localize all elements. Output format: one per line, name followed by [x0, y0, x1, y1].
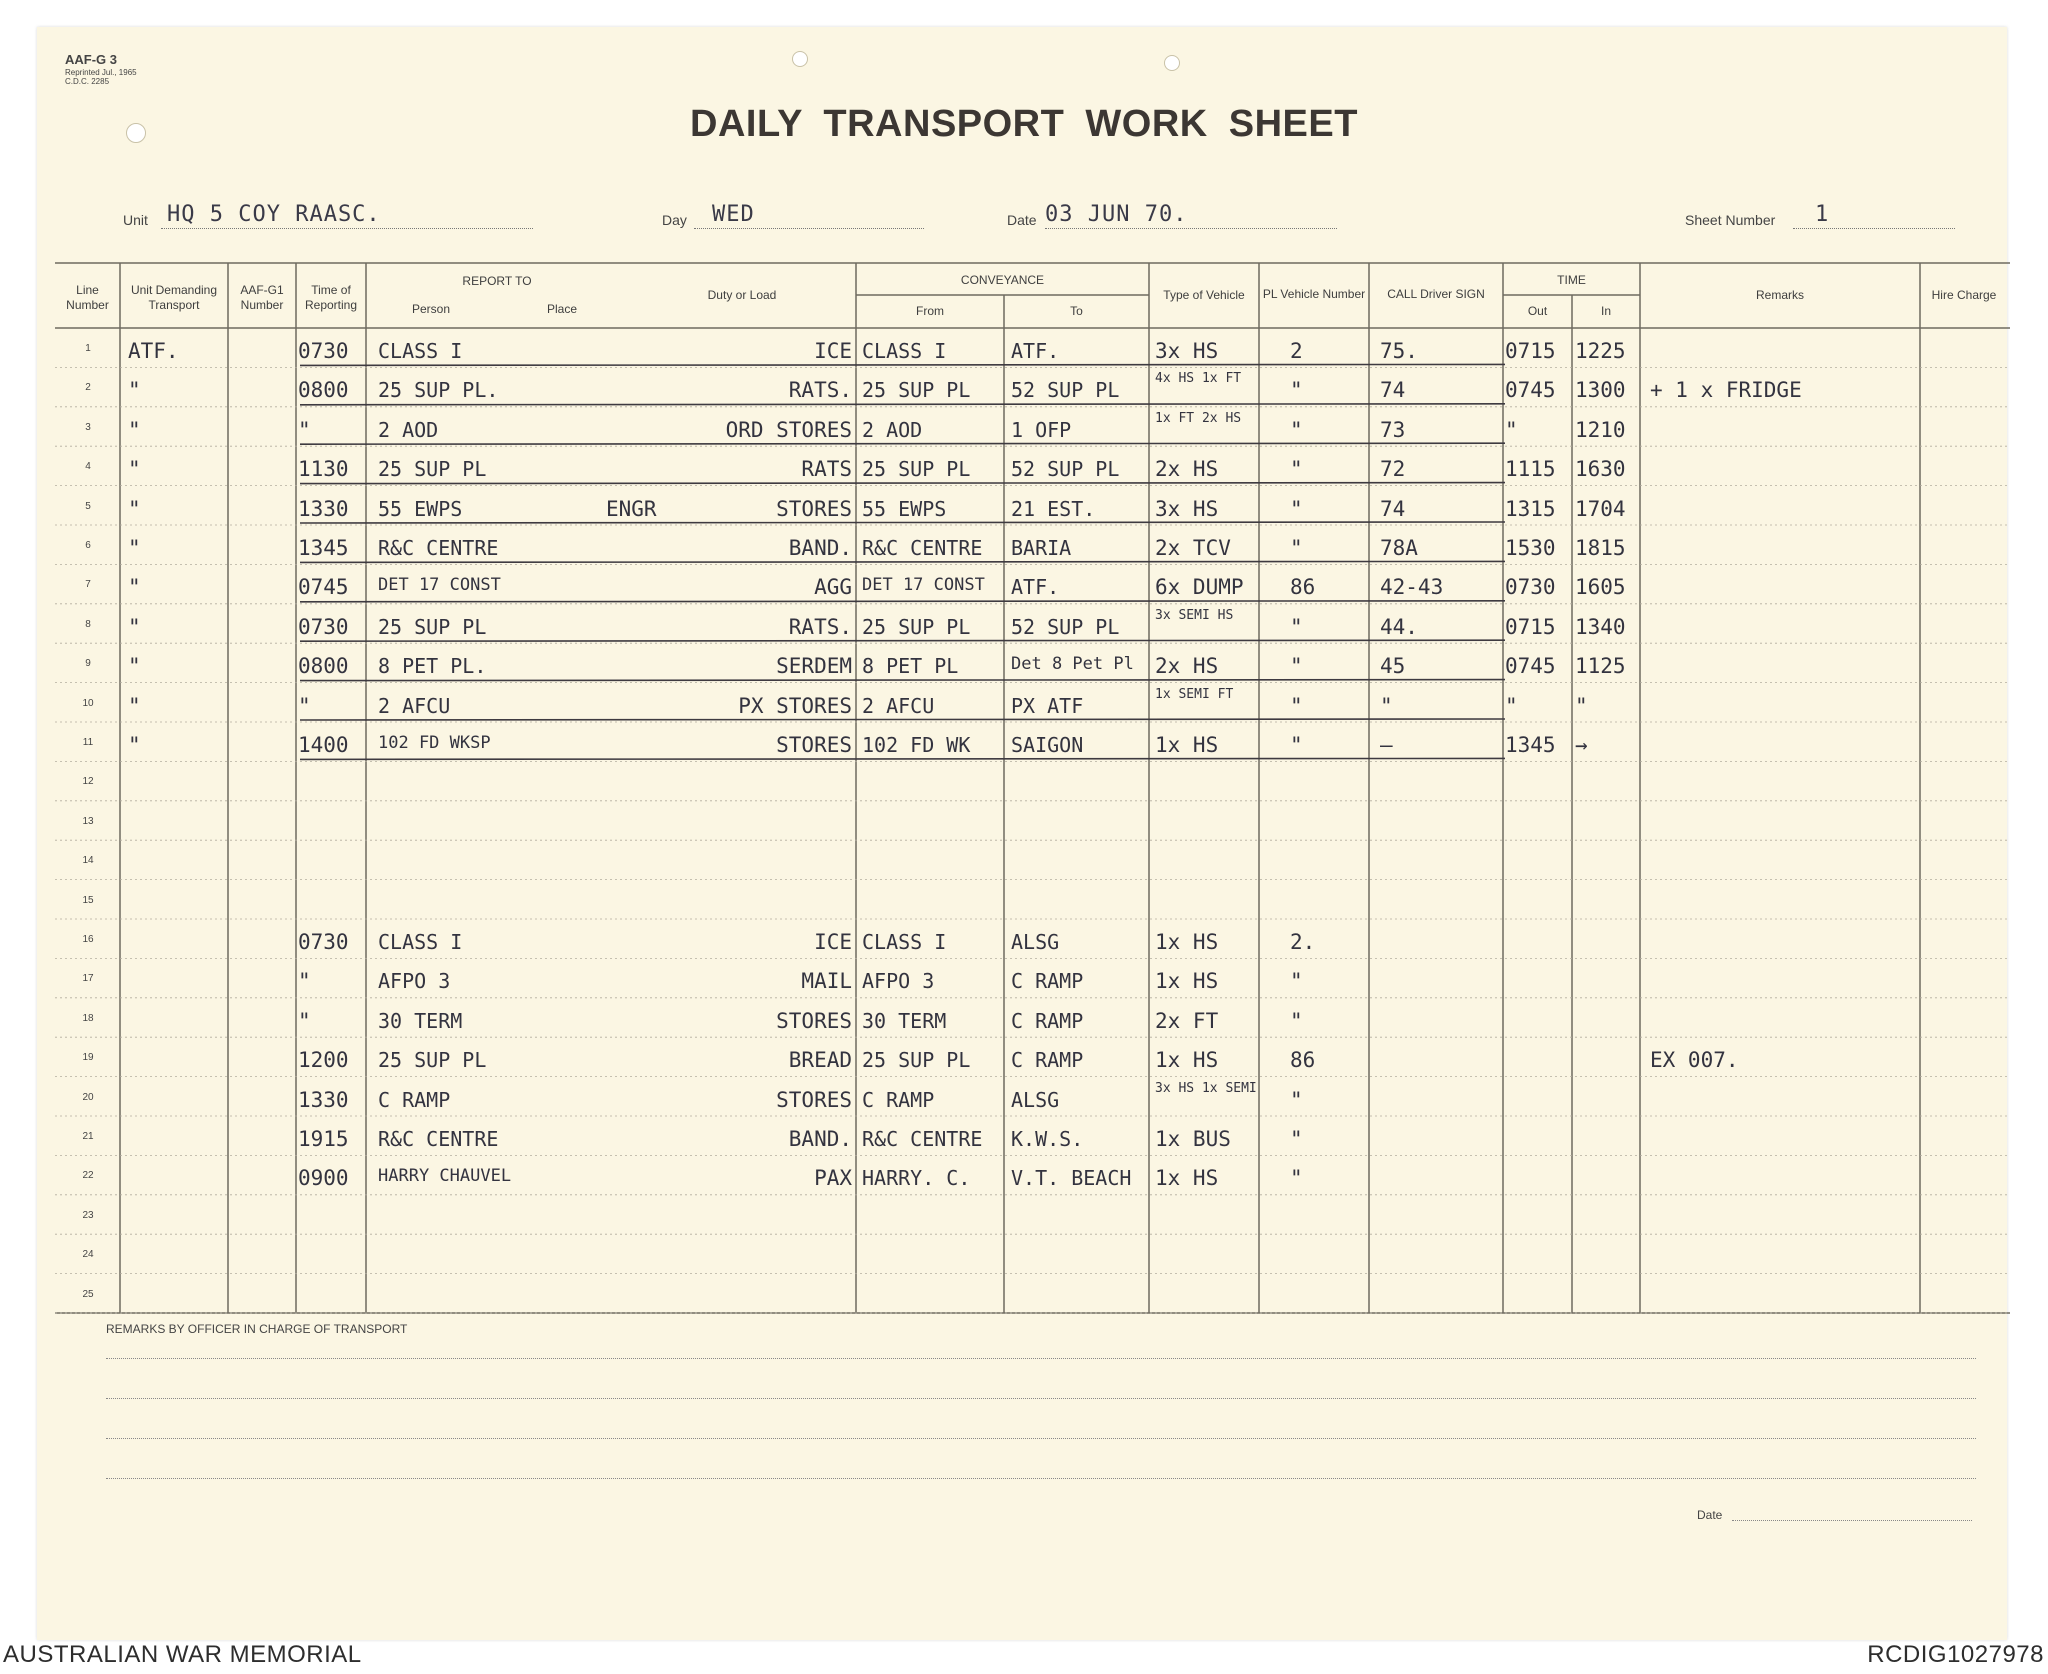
header-to: To [1070, 303, 1083, 318]
cell-out[interactable]: 0715 [1505, 341, 1556, 362]
cell-from[interactable]: C RAMP [862, 1089, 935, 1110]
remarks-line[interactable] [106, 1398, 1976, 1399]
line-number: 3 [85, 421, 91, 433]
cell-vehicle[interactable]: 1x FT 2x HS [1155, 411, 1242, 426]
table-row [0, 761, 2048, 800]
cell-out[interactable]: 1115 [1505, 459, 1556, 481]
officer-date-line[interactable] [1732, 1520, 1972, 1521]
cell-pl[interactable]: 86 [1290, 577, 1316, 599]
table-row [0, 1116, 2048, 1155]
line-number: 19 [82, 1052, 94, 1064]
cell-time[interactable]: 1330 [298, 1089, 349, 1111]
header-remarks: Remarks [1755, 287, 1804, 302]
header-conveyance: CONVEYANCE [960, 272, 1045, 287]
cell-to[interactable]: 52 SUP PL [1011, 459, 1120, 480]
cell-unit[interactable]: " [128, 459, 141, 481]
unit-field[interactable]: Unit HQ 5 COY RAASC. [123, 195, 533, 231]
table-row [0, 880, 2048, 919]
cell-unit[interactable]: " [128, 695, 141, 717]
line-number: 16 [82, 934, 94, 945]
cell-time[interactable]: 1345 [298, 538, 349, 559]
cell-person[interactable]: 25 SUP PL [378, 459, 487, 480]
header-time-out: Out [1527, 303, 1548, 318]
cell-duty[interactable]: AGG [814, 577, 852, 599]
line-number: 21 [82, 1131, 94, 1142]
cell-call[interactable]: 74 [1380, 498, 1406, 520]
cell-vehicle[interactable]: 1x BUS [1155, 1129, 1231, 1150]
cell-to[interactable]: ATF. [1011, 341, 1060, 361]
cell-pl[interactable]: 2 [1290, 341, 1303, 362]
cell-duty[interactable]: RATS. [788, 616, 852, 638]
cell-in[interactable]: 1815 [1575, 538, 1626, 559]
form-code: AAF-G 3 Reprinted Jul., 1965 C.D.C. 2285 [65, 52, 137, 87]
cell-from[interactable]: 102 FD WK [862, 735, 971, 755]
cell-to[interactable]: 52 SUP PL [1011, 616, 1120, 637]
table-row [0, 1274, 2048, 1313]
cell-pl[interactable]: " [1290, 735, 1303, 756]
cell-from[interactable]: 55 EWPS [862, 498, 947, 519]
officer-date-label: Date [1697, 1508, 1723, 1522]
table-row [0, 446, 2048, 485]
cell-person[interactable]: 25 SUP PL [378, 616, 487, 637]
table-row [0, 328, 2048, 367]
cell-from[interactable]: AFPO 3 [862, 971, 935, 992]
cell-call[interactable]: — [1380, 735, 1393, 756]
cell-pl[interactable]: " [1290, 971, 1303, 993]
cell-time[interactable]: 0730 [298, 341, 349, 362]
table-row [0, 683, 2048, 722]
cell-time[interactable]: 0730 [298, 932, 349, 953]
line-number: 14 [82, 855, 94, 867]
line-number: 15 [82, 894, 94, 906]
cell-in[interactable]: 1605 [1575, 577, 1626, 599]
cell-call[interactable]: 75. [1380, 341, 1418, 362]
cell-in[interactable]: 1225 [1575, 341, 1626, 362]
date-value: 03 JUN 70. [1045, 202, 1188, 227]
line-number: 4 [85, 461, 91, 473]
day-field[interactable]: Day WED [662, 195, 924, 231]
cell-out[interactable]: 0745 [1505, 380, 1556, 402]
line-number: 2 [85, 382, 91, 394]
line-number: 23 [82, 1209, 94, 1221]
header-report-to: REPORT TO [462, 273, 532, 288]
line-number: 1 [85, 343, 91, 354]
header-time-reporting: Time of Reporting [304, 283, 358, 312]
cell-person[interactable]: 25 SUP PL [378, 1050, 487, 1071]
cell-person[interactable]: CLASS I [378, 341, 463, 361]
cell-time[interactable]: 1400 [298, 735, 349, 756]
cell-time[interactable]: " [298, 695, 311, 717]
cell-in[interactable]: " [1575, 695, 1588, 717]
line-number: 8 [85, 618, 91, 630]
table-row [0, 1077, 2048, 1116]
remarks-line[interactable] [106, 1358, 1976, 1359]
cell-duty[interactable]: RATS [801, 459, 852, 481]
cell-in[interactable]: 1704 [1575, 498, 1626, 520]
table-row [0, 486, 2048, 525]
table-row [0, 564, 2048, 603]
cell-person[interactable]: 55 EWPS [378, 498, 463, 519]
line-number: 5 [85, 500, 91, 512]
cell-call[interactable]: " [1380, 695, 1393, 717]
cell-unit[interactable]: " [128, 538, 141, 559]
cell-person[interactable]: AFPO 3 [378, 971, 451, 992]
line-number: 6 [85, 540, 91, 551]
cell-duty[interactable]: ICE [814, 341, 852, 362]
cell-person[interactable]: C RAMP [378, 1089, 451, 1110]
cell-unit[interactable]: " [128, 616, 141, 638]
header-unit-demanding: Unit Demanding Transport [130, 283, 218, 312]
cell-unit[interactable]: " [128, 419, 141, 441]
cell-duty[interactable]: RATS. [788, 380, 852, 402]
header-from: From [916, 303, 944, 318]
cell-call[interactable]: 73 [1380, 419, 1406, 441]
cell-duty[interactable]: PX STORES [738, 695, 852, 717]
cell-vehicle[interactable]: 4x HS 1x FT [1155, 372, 1242, 387]
header-person: Person [411, 301, 451, 316]
cell-to[interactable]: ALSG [1011, 932, 1060, 952]
cell-duty[interactable]: STORES [776, 1089, 852, 1111]
cell-person[interactable]: 2 AFCU [378, 695, 451, 716]
cell-vehicle[interactable]: 3x SEMI HS [1155, 608, 1234, 623]
cell-from[interactable]: 25 SUP PL [862, 380, 971, 401]
cell-pl[interactable]: " [1290, 459, 1303, 481]
cell-person[interactable]: R&C CENTRE [378, 1129, 499, 1149]
line-number: 12 [82, 776, 94, 788]
cell-to[interactable]: 1 OFP [1011, 419, 1072, 440]
cell-to[interactable]: ATF. [1011, 577, 1060, 598]
cell-to[interactable]: C RAMP [1011, 971, 1084, 992]
table-row [0, 643, 2048, 682]
cell-unit[interactable]: ATF. [128, 341, 179, 362]
cell-time[interactable]: 1330 [298, 498, 349, 520]
cell-in[interactable]: 1210 [1575, 419, 1626, 441]
cell-vehicle[interactable]: 6x DUMP [1155, 577, 1244, 599]
cell-from[interactable]: 25 SUP PL [862, 1050, 971, 1071]
cell-duty[interactable]: PAX [814, 1168, 852, 1190]
cell-person[interactable]: 30 TERM [378, 1010, 463, 1031]
cell-call[interactable]: 45 [1380, 656, 1406, 678]
header-pl-number: PL Vehicle Number [1262, 286, 1366, 301]
cell-vehicle[interactable]: 1x HS [1155, 971, 1219, 993]
cell-out[interactable]: " [1505, 419, 1518, 441]
cell-call[interactable]: 42-43 [1380, 577, 1444, 599]
table-row [0, 1037, 2048, 1076]
cell-out[interactable]: 1530 [1505, 538, 1556, 559]
cell-out[interactable]: " [1505, 695, 1518, 717]
cell-from[interactable]: 25 SUP PL [862, 459, 971, 480]
cell-to[interactable]: BARIA [1011, 538, 1072, 558]
cell-pl[interactable]: " [1290, 419, 1303, 441]
cell-pl[interactable]: " [1290, 1129, 1303, 1150]
line-number: 11 [82, 737, 94, 748]
cell-pl[interactable]: " [1290, 380, 1303, 402]
cell-duty[interactable]: BAND. [788, 1129, 852, 1150]
cell-person[interactable]: HARRY CHAUVEL [378, 1168, 512, 1186]
cell-call[interactable]: 44. [1380, 616, 1418, 638]
cell-pl[interactable]: " [1290, 1010, 1303, 1032]
table-row [0, 801, 2048, 840]
cell-to[interactable]: C RAMP [1011, 1050, 1084, 1071]
punch-hole-top-right [1164, 55, 1180, 71]
line-number: 22 [82, 1170, 94, 1182]
line-number: 25 [82, 1288, 94, 1300]
cell-to[interactable]: ALSG [1011, 1089, 1060, 1110]
cell-person[interactable]: 8 PET PL. [378, 656, 487, 677]
cell-call[interactable]: 74 [1380, 380, 1406, 402]
table-row [0, 604, 2048, 643]
cell-time[interactable]: 0800 [298, 656, 349, 678]
cell-out[interactable]: 0715 [1505, 616, 1556, 638]
cell-vehicle[interactable]: 1x HS [1155, 735, 1219, 756]
table-row [0, 722, 2048, 761]
cell-from[interactable]: 2 AOD [862, 419, 923, 440]
cell-duty[interactable]: STORES [776, 1010, 852, 1032]
cell-from[interactable]: 30 TERM [862, 1010, 947, 1031]
table-row [0, 919, 2048, 958]
cell-in[interactable]: 1340 [1575, 616, 1626, 638]
cell-person[interactable]: 25 SUP PL. [378, 380, 499, 401]
cell-duty[interactable]: BREAD [788, 1050, 852, 1072]
cell-vehicle[interactable]: 2x HS [1155, 459, 1219, 481]
table-row [0, 840, 2048, 879]
sheet-number-value: 1 [1815, 202, 1830, 227]
cell-to[interactable]: 21 EST. [1011, 498, 1096, 519]
cell-to[interactable]: V.T. BEACH [1011, 1168, 1132, 1189]
cell-from[interactable]: HARRY. C. [862, 1168, 971, 1189]
cell-in[interactable]: 1125 [1575, 656, 1626, 678]
cell-time[interactable]: 1130 [298, 459, 349, 481]
cell-from[interactable]: 8 PET PL [862, 656, 959, 677]
cell-out[interactable]: 1315 [1505, 498, 1556, 520]
line-number: 17 [82, 973, 94, 985]
cell-person[interactable]: DET 17 CONST [378, 577, 501, 595]
cell-from[interactable]: CLASS I [862, 932, 947, 952]
cell-time[interactable]: " [298, 971, 311, 993]
cell-pl[interactable]: " [1290, 656, 1303, 678]
header-aafg1: AAF-G1 Number [240, 283, 284, 312]
cell-unit[interactable]: " [128, 735, 141, 756]
cell-pl[interactable]: 2. [1290, 932, 1316, 953]
sheet-number-field[interactable]: Sheet Number 1 [1685, 195, 1955, 231]
cell-duty[interactable]: BAND. [788, 538, 852, 559]
cell-time[interactable]: " [298, 1010, 311, 1032]
table-row [0, 998, 2048, 1037]
cell-vehicle[interactable]: 3x HS [1155, 498, 1219, 520]
cell-vehicle[interactable]: 2x HS [1155, 656, 1219, 678]
cell-call[interactable]: 78A [1380, 538, 1418, 559]
cell-duty[interactable]: STORES [776, 498, 852, 520]
cell-pl[interactable]: " [1290, 538, 1303, 559]
header-hire-charge: Hire Charge [1931, 287, 1997, 302]
table-row [0, 958, 2048, 997]
cell-unit[interactable]: " [128, 656, 141, 678]
cell-pl[interactable]: " [1290, 616, 1303, 638]
cell-pl[interactable]: " [1290, 498, 1303, 520]
cell-vehicle[interactable]: 1x HS [1155, 932, 1219, 953]
date-field[interactable]: Date 03 JUN 70. [1007, 195, 1337, 231]
footer-record-id: RCDIG1027978 [1867, 1641, 2044, 1668]
cell-pl[interactable]: " [1290, 1168, 1303, 1190]
line-number: 13 [82, 815, 94, 827]
cell-time[interactable]: 1915 [298, 1129, 349, 1150]
cell-unit[interactable]: " [128, 380, 141, 402]
header-time-in: In [1600, 303, 1611, 318]
cell-in[interactable]: → [1575, 735, 1588, 756]
header-time: TIME [1557, 272, 1586, 287]
cell-unit[interactable]: " [128, 577, 141, 599]
cell-vehicle[interactable]: 3x HS 1x SEMI [1155, 1081, 1257, 1096]
cell-vehicle[interactable]: 1x HS [1155, 1050, 1219, 1072]
header-call-sign: CALL Driver SIGN [1387, 286, 1485, 301]
cell-pl[interactable]: " [1290, 1089, 1303, 1111]
header-type-vehicle: Type of Vehicle [1163, 287, 1245, 302]
cell-remarks[interactable]: EX 007. [1650, 1050, 1739, 1072]
cell-from[interactable]: R&C CENTRE [862, 1129, 983, 1149]
punch-hole-top [792, 51, 808, 67]
cell-person[interactable]: 2 AOD [378, 419, 439, 440]
table-row [0, 367, 2048, 406]
cell-to[interactable]: SAIGON [1011, 735, 1084, 755]
cell-person[interactable]: CLASS I [378, 932, 463, 952]
cell-duty[interactable]: ICE [814, 932, 852, 953]
cell-to[interactable]: Det 8 Pet Pl [1011, 656, 1134, 674]
cell-from[interactable]: 25 SUP PL [862, 616, 971, 637]
line-number: 20 [82, 1091, 94, 1103]
line-number: 10 [82, 697, 94, 709]
cell-out[interactable]: 0730 [1505, 577, 1556, 599]
line-number: 7 [85, 579, 91, 591]
line-number: 18 [82, 1012, 94, 1024]
cell-to[interactable]: 52 SUP PL [1011, 380, 1120, 401]
cell-vehicle[interactable]: 1x HS [1155, 1168, 1219, 1190]
cell-vehicle[interactable]: 1x SEMI FT [1155, 687, 1234, 702]
cell-pl[interactable]: 86 [1290, 1050, 1316, 1072]
footer-institution: AUSTRALIAN WAR MEMORIAL [3, 1641, 362, 1668]
cell-vehicle[interactable]: 2x FT [1155, 1010, 1219, 1032]
cell-time[interactable]: 0800 [298, 380, 349, 402]
cell-from[interactable]: 2 AFCU [862, 695, 935, 716]
table-row [0, 525, 2048, 564]
remarks-line[interactable] [106, 1438, 1976, 1439]
cell-in[interactable]: 1630 [1575, 459, 1626, 481]
cell-vehicle[interactable]: 2x TCV [1155, 538, 1231, 559]
cell-person[interactable]: R&C CENTRE [378, 538, 499, 558]
cell-duty[interactable]: MAIL [801, 971, 852, 993]
cell-duty[interactable]: ORD STORES [725, 419, 852, 441]
cell-in[interactable]: 1300 [1575, 380, 1626, 402]
cell-place[interactable]: ENGR [606, 498, 657, 520]
cell-time[interactable]: 0745 [298, 577, 349, 599]
cell-pl[interactable]: " [1290, 695, 1303, 717]
table-row [0, 1155, 2048, 1194]
cell-time[interactable]: 0730 [298, 616, 349, 638]
cell-time[interactable]: " [298, 419, 311, 441]
cell-time[interactable]: 0900 [298, 1168, 349, 1190]
table-row [0, 1195, 2048, 1234]
unit-value: HQ 5 COY RAASC. [167, 202, 381, 227]
cell-duty[interactable]: STORES [776, 735, 852, 756]
table-row [0, 407, 2048, 446]
cell-out[interactable]: 1345 [1505, 735, 1556, 756]
cell-from[interactable]: R&C CENTRE [862, 538, 983, 558]
day-value: WED [712, 202, 755, 227]
cell-from[interactable]: CLASS I [862, 341, 947, 361]
remarks-line[interactable] [106, 1478, 1976, 1479]
header-duty: Duty or Load [707, 287, 777, 302]
page-title: DAILY TRANSPORT WORK SHEET [690, 103, 1358, 145]
cell-to[interactable]: C RAMP [1011, 1010, 1084, 1031]
remarks-officer-label: REMARKS BY OFFICER IN CHARGE OF TRANSPORT [106, 1322, 408, 1336]
cell-unit[interactable]: " [128, 498, 141, 520]
cell-to[interactable]: K.W.S. [1011, 1129, 1084, 1149]
cell-person[interactable]: 102 FD WKSP [378, 735, 491, 752]
cell-call[interactable]: 72 [1380, 459, 1406, 481]
cell-to[interactable]: PX ATF [1011, 695, 1084, 716]
line-number: 9 [85, 658, 91, 670]
header-place: Place [546, 301, 578, 316]
cell-vehicle[interactable]: 3x HS [1155, 341, 1219, 362]
cell-out[interactable]: 0745 [1505, 656, 1556, 678]
cell-from[interactable]: DET 17 CONST [862, 577, 985, 595]
header-line-number: Line Number [66, 283, 109, 312]
cell-duty[interactable]: SERDEM [776, 656, 852, 678]
line-number: 24 [82, 1249, 94, 1261]
cell-remarks[interactable]: + 1 x FRIDGE [1650, 380, 1802, 402]
cell-time[interactable]: 1200 [298, 1050, 349, 1072]
table-row [0, 1234, 2048, 1273]
